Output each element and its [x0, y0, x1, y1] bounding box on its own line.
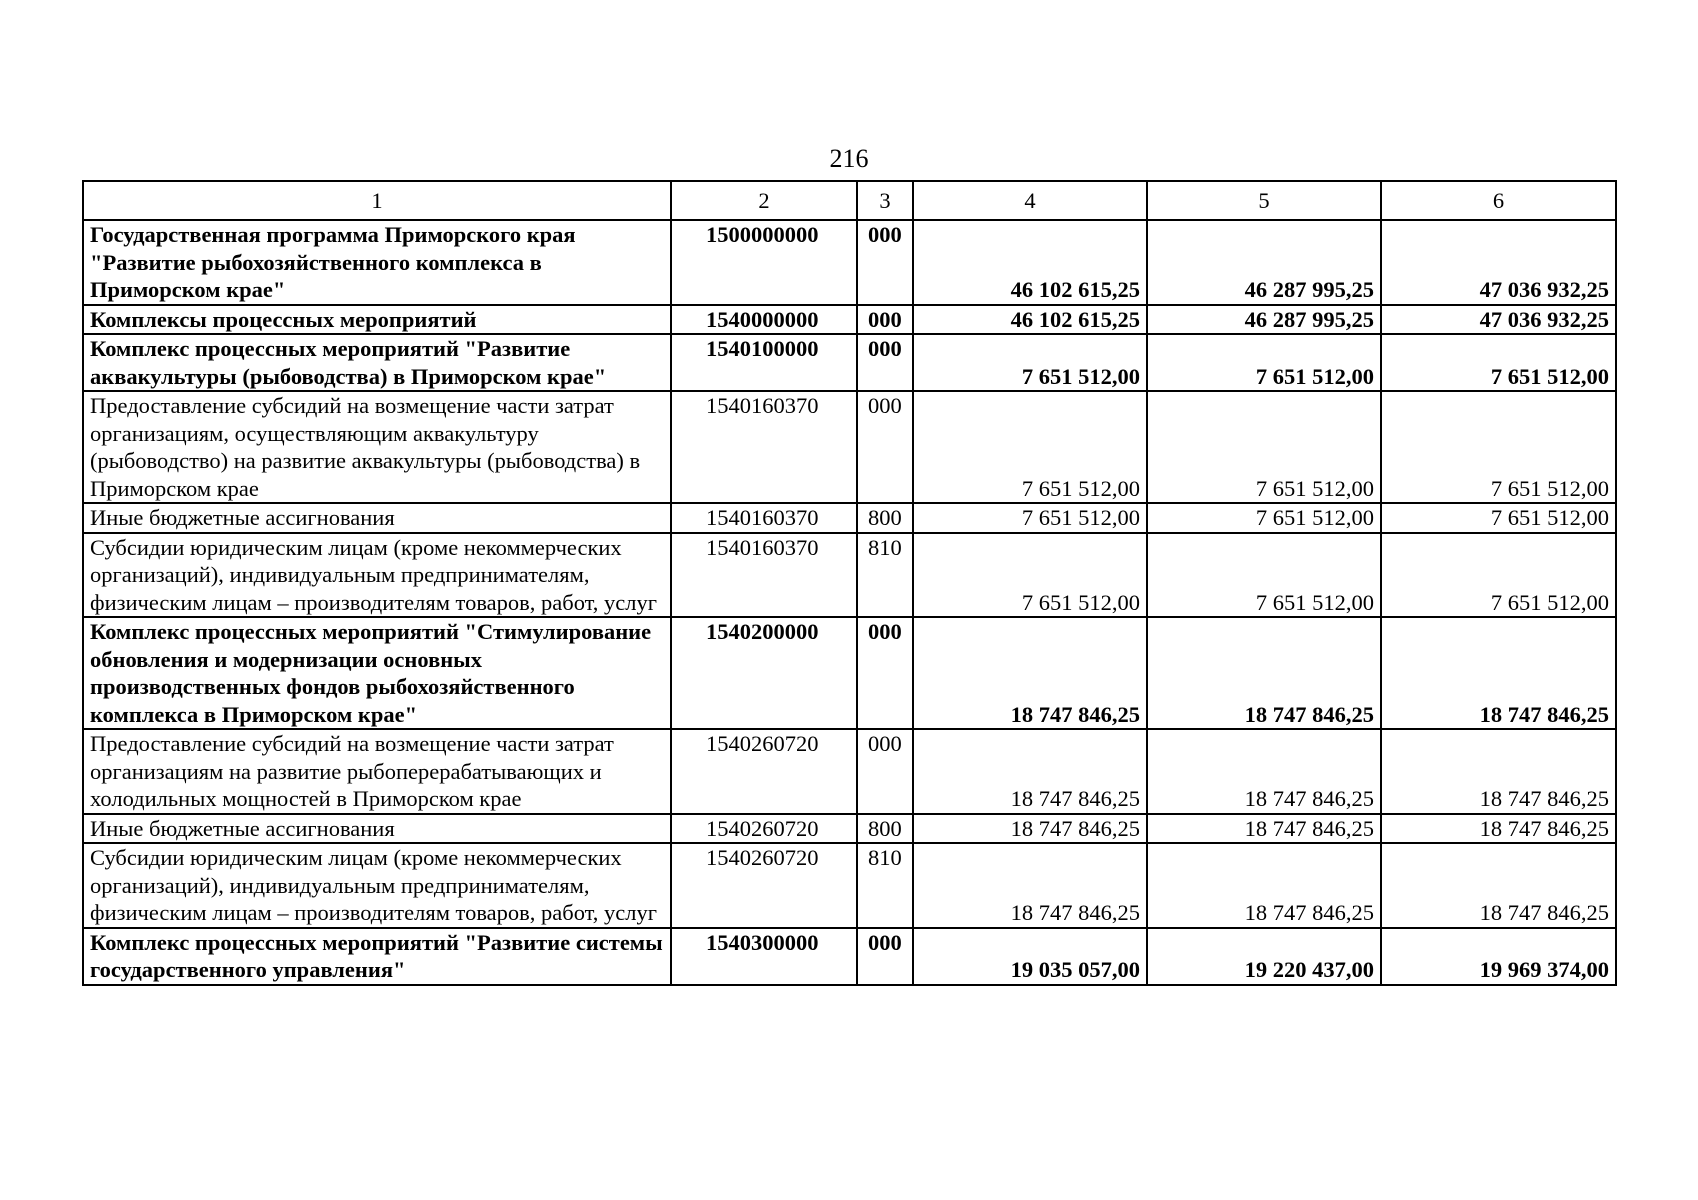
row-expense-type-cell: 800: [857, 503, 913, 533]
row-value-col4-cell: 7 651 512,00: [913, 391, 1147, 503]
row-name-cell: Комплексы процессных мероприятий: [83, 305, 671, 335]
row-value-col5-cell: 18 747 846,25: [1147, 843, 1381, 928]
row-value-col4-cell: 46 102 615,25: [913, 305, 1147, 335]
table-row: [83, 843, 1616, 928]
row-name-cell: Комплекс процессных мероприятий "Развитие системы государственного управления": [83, 928, 671, 985]
column-header: 1: [83, 181, 671, 220]
row-code-cell: 1540000000: [671, 305, 857, 335]
row-code-cell: 1540100000: [671, 334, 857, 391]
row-value-col4-cell: 7 651 512,00: [913, 503, 1147, 533]
row-value-col4-cell: 18 747 846,25: [913, 843, 1147, 928]
row-expense-type-cell: 000: [857, 391, 913, 503]
page-number: 216: [829, 144, 869, 173]
column-header: 4: [913, 181, 1147, 220]
table-row: [83, 305, 1616, 335]
row-value-col5-cell: 7 651 512,00: [1147, 533, 1381, 618]
row-code-cell: 1540260720: [671, 843, 857, 928]
table-row: [83, 729, 1616, 814]
column-header: 2: [671, 181, 857, 220]
budget-table: [82, 180, 1617, 986]
row-name-cell: Иные бюджетные ассигнования: [83, 503, 671, 533]
row-value-col4-cell: 7 651 512,00: [913, 334, 1147, 391]
row-expense-type-cell: 800: [857, 814, 913, 844]
row-expense-type-cell: 000: [857, 305, 913, 335]
row-value-col5-cell: 19 220 437,00: [1147, 928, 1381, 985]
row-value-col6-cell: 7 651 512,00: [1381, 391, 1616, 503]
row-value-col6-cell: 18 747 846,25: [1381, 843, 1616, 928]
row-value-col5-cell: 18 747 846,25: [1147, 729, 1381, 814]
row-expense-type-cell: 000: [857, 928, 913, 985]
row-value-col5-cell: 46 287 995,25: [1147, 305, 1381, 335]
row-expense-type-cell: 000: [857, 220, 913, 305]
table-header-row: [83, 181, 1616, 220]
row-value-col6-cell: 18 747 846,25: [1381, 729, 1616, 814]
column-header: 6: [1381, 181, 1616, 220]
row-value-col6-cell: 47 036 932,25: [1381, 305, 1616, 335]
row-code-cell: 1540200000: [671, 617, 857, 729]
row-value-col5-cell: 7 651 512,00: [1147, 334, 1381, 391]
row-value-col5-cell: 7 651 512,00: [1147, 391, 1381, 503]
row-expense-type-cell: 000: [857, 334, 913, 391]
row-value-col6-cell: 7 651 512,00: [1381, 334, 1616, 391]
row-name-cell: Субсидии юридическим лицам (кроме некоммерческих организаций), индивидуальным предпринимателям, физическим лицам – производителям товаров, работ, услуг: [83, 533, 671, 618]
column-header: 3: [857, 181, 913, 220]
row-value-col4-cell: 18 747 846,25: [913, 814, 1147, 844]
table-row: [83, 334, 1616, 391]
row-expense-type-cell: 810: [857, 533, 913, 618]
row-code-cell: 1540160370: [671, 503, 857, 533]
row-value-col4-cell: 19 035 057,00: [913, 928, 1147, 985]
row-value-col5-cell: 18 747 846,25: [1147, 814, 1381, 844]
row-value-col5-cell: 18 747 846,25: [1147, 617, 1381, 729]
row-name-cell: Субсидии юридическим лицам (кроме некоммерческих организаций), индивидуальным предпринимателям, физическим лицам – производителям товаров, работ, услуг: [83, 843, 671, 928]
row-value-col5-cell: 7 651 512,00: [1147, 503, 1381, 533]
table-row: [83, 814, 1616, 844]
row-name-cell: Предоставление субсидий на возмещение части затрат организациям, осуществляющим аквакультуру (рыбоводство) на развитие аквакультуры (рыбоводства) в Приморском крае: [83, 391, 671, 503]
row-code-cell: 1540160370: [671, 391, 857, 503]
row-expense-type-cell: 810: [857, 843, 913, 928]
table-row: [83, 503, 1616, 533]
row-value-col4-cell: 7 651 512,00: [913, 533, 1147, 618]
row-name-cell: Иные бюджетные ассигнования: [83, 814, 671, 844]
row-value-col6-cell: 47 036 932,25: [1381, 220, 1616, 305]
row-value-col4-cell: 46 102 615,25: [913, 220, 1147, 305]
row-name-cell: Государственная программа Приморского края "Развитие рыбохозяйственного комплекса в Приморском крае": [83, 220, 671, 305]
table-row: [83, 617, 1616, 729]
row-name-cell: Предоставление субсидий на возмещение части затрат организациям на развитие рыбоперерабатывающих и холодильных мощностей в Приморском крае: [83, 729, 671, 814]
row-expense-type-cell: 000: [857, 617, 913, 729]
row-code-cell: 1540260720: [671, 729, 857, 814]
table-row: [83, 533, 1616, 618]
row-value-col4-cell: 18 747 846,25: [913, 617, 1147, 729]
row-value-col6-cell: 18 747 846,25: [1381, 814, 1616, 844]
row-value-col6-cell: 7 651 512,00: [1381, 503, 1616, 533]
table-row: [83, 928, 1616, 985]
row-code-cell: 1540160370: [671, 533, 857, 618]
row-value-col6-cell: 18 747 846,25: [1381, 617, 1616, 729]
row-code-cell: 1540300000: [671, 928, 857, 985]
table-body: [83, 181, 1616, 985]
row-value-col6-cell: 7 651 512,00: [1381, 533, 1616, 618]
row-value-col5-cell: 46 287 995,25: [1147, 220, 1381, 305]
row-code-cell: 1540260720: [671, 814, 857, 844]
row-expense-type-cell: 000: [857, 729, 913, 814]
row-code-cell: 1500000000: [671, 220, 857, 305]
row-name-cell: Комплекс процессных мероприятий "Стимулирование обновления и модернизации основных производственных фондов рыбохозяйственного комплекса в Приморском крае": [83, 617, 671, 729]
row-value-col4-cell: 18 747 846,25: [913, 729, 1147, 814]
row-value-col6-cell: 19 969 374,00: [1381, 928, 1616, 985]
row-name-cell: Комплекс процессных мероприятий "Развитие аквакультуры (рыбоводства) в Приморском крае": [83, 334, 671, 391]
table-row: [83, 220, 1616, 305]
table-row: [83, 391, 1616, 503]
column-header: 5: [1147, 181, 1381, 220]
